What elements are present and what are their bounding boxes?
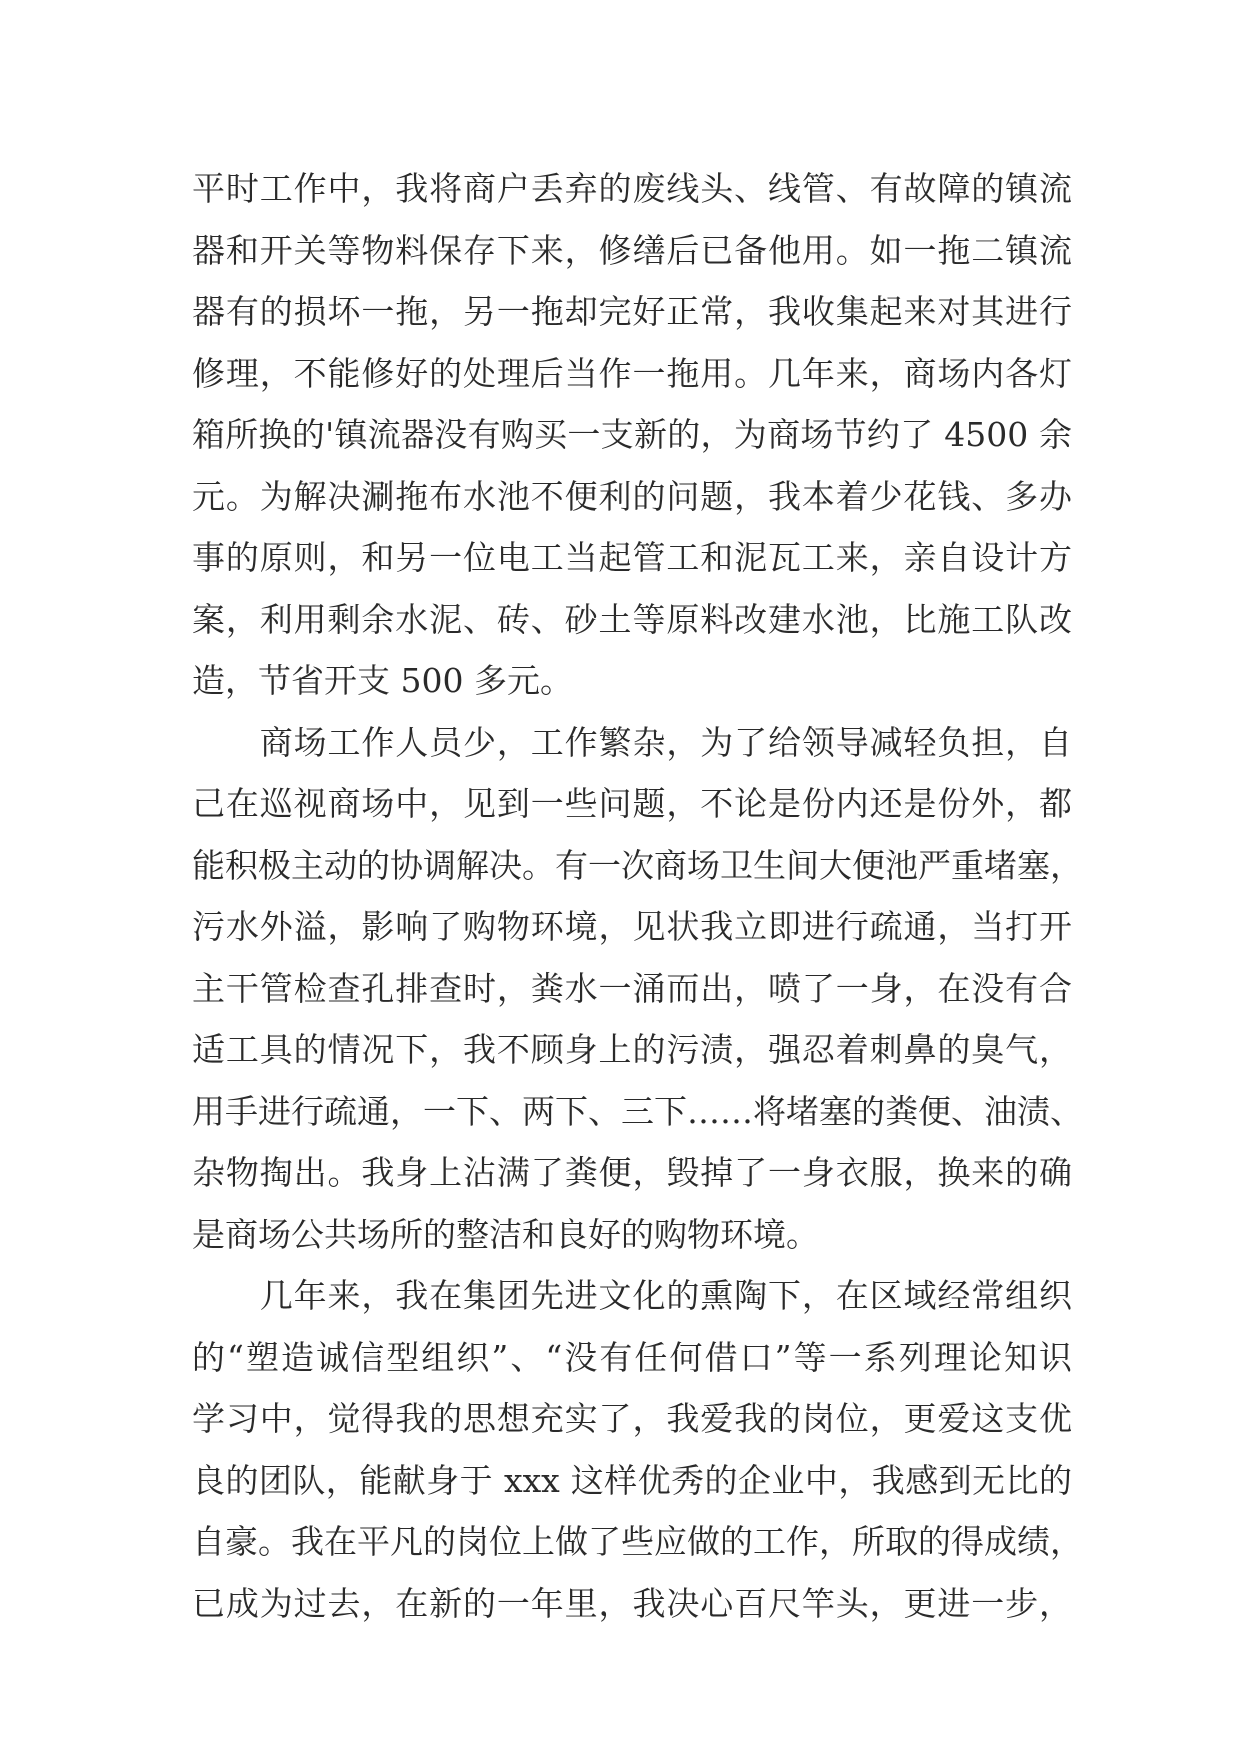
text-line: 造，节省开支 500 多元。	[192, 661, 573, 700]
text-line: 平时工作中，我将商户丢弃的废线头、线管、有故障的镇流	[192, 169, 1072, 208]
text-line: 商场工作人员少，工作繁杂，为了给领导减轻负担，自	[192, 722, 1072, 762]
text-line: 已成为过去，在新的一年里，我决心百尺竿头，更进一步，	[192, 1583, 1072, 1623]
text-line: 修理，不能修好的处理后当作一拖用。几年来，商场内各灯	[192, 353, 1072, 393]
text-line: 事的原则，和另一位电工当起管工和泥瓦工来，亲自设计方	[192, 538, 1072, 577]
text-line: 几年来，我在集团先进文化的熏陶下，在区域经常组织	[192, 1276, 1072, 1315]
text-line: 元。为解决涮拖布水池不便利的问题，我本着少花钱、多办	[192, 476, 1072, 516]
text-line: 杂物掏出。我身上沾满了粪便，毁掉了一身衣服，换来的确	[192, 1153, 1072, 1192]
text-line: 是商场公共场所的整洁和良好的购物环境。	[192, 1214, 819, 1254]
text-line: 的“塑造诚信型组织”、“没有任何借口”等一系列理论知识	[192, 1337, 1072, 1377]
text-line: 能积极主动的协调解决。有一次商场卫生间大便池严重堵塞，	[192, 845, 1083, 885]
text-line: 案，利用剩余水泥、砖、砂土等原料改建水池，比施工队改	[192, 599, 1072, 639]
body-text	[192, 158, 1083, 1634]
text-line: 污水外溢，影响了购物环境，见状我立即进行疏通，当打开	[192, 907, 1072, 946]
text-line: 用手进行疏通，一下、两下、三下……将堵塞的粪便、油渍、	[192, 1091, 1083, 1131]
text-line: 己在巡视商场中，见到一些问题，不论是份内还是份外，都	[192, 784, 1072, 823]
text-line: 学习中，觉得我的思想充实了，我爱我的岗位，更爱这支优	[192, 1399, 1072, 1438]
text-line: 主干管检查孔排查时，粪水一涌而出，喷了一身，在没有合	[192, 968, 1072, 1008]
text-line: 箱所换的'镇流器没有购买一支新的，为商场节约了 4500 余	[192, 415, 1072, 454]
text-line: 器和开关等物料保存下来，修缮后已备他用。如一拖二镇流	[192, 230, 1072, 270]
text-line: 器有的损坏一拖，另一拖却完好正常，我收集起来对其进行	[192, 292, 1072, 331]
text-line: 适工具的情况下，我不顾身上的污渍，强忍着刺鼻的臭气，	[192, 1030, 1072, 1069]
text-line: 自豪。我在平凡的岗位上做了些应做的工作，所取的得成绩，	[192, 1522, 1083, 1561]
text-line: 良的团队，能献身于 xxx 这样优秀的企业中，我感到无比的	[192, 1460, 1072, 1500]
